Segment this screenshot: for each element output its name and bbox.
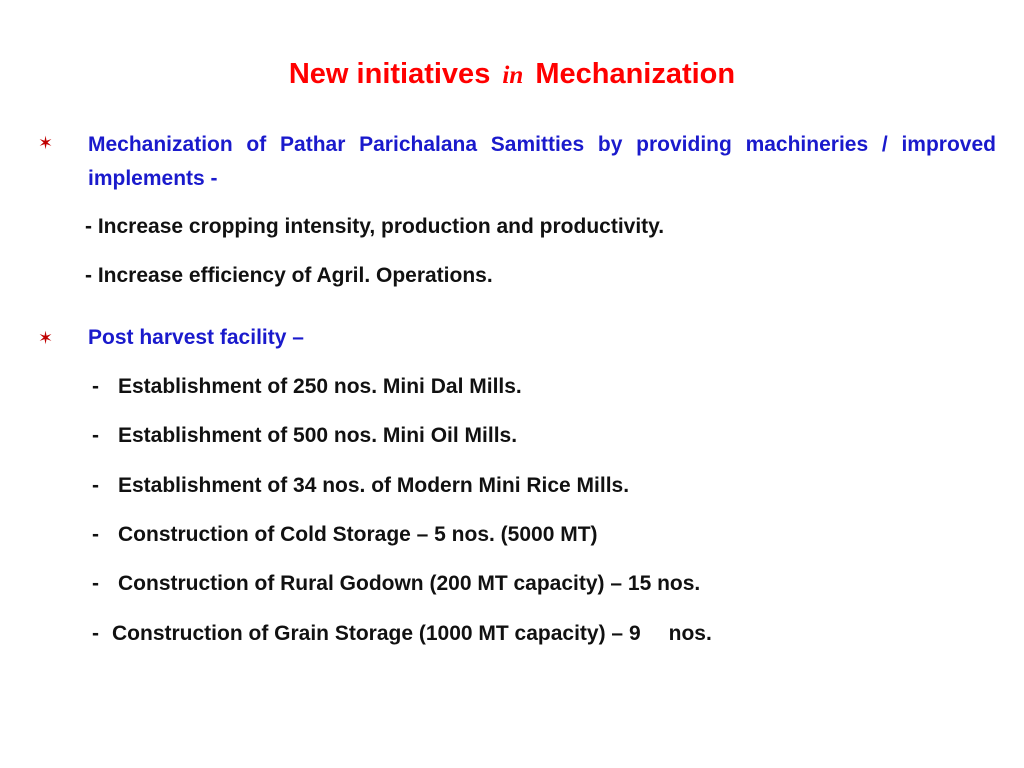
dash-marker: - xyxy=(92,474,99,497)
sub-item-rice-mills xyxy=(92,472,629,500)
title-part-2: Mechanization xyxy=(535,58,736,90)
title-part-1: New initiatives xyxy=(288,58,491,90)
dash-marker: - xyxy=(92,375,99,398)
sub-item-text: Establishment of 500 nos. Mini Oil Mills. xyxy=(118,424,518,447)
sub-item-rural-godown xyxy=(92,570,700,598)
sub-item-dal-mills xyxy=(92,373,522,401)
sub-item-text: Construction of Grain Storage (1000 MT capacity) – 9 xyxy=(112,622,641,645)
sub-item-text: Construction of Cold Storage – 5 nos. (5000 MT) xyxy=(118,523,598,546)
title-connector: in xyxy=(502,62,524,89)
sub-item-suffix: nos. xyxy=(668,622,712,645)
sub-item-text: Establishment of 34 nos. of Modern Mini Rice Mills. xyxy=(118,474,630,497)
dash-marker: - xyxy=(92,622,99,645)
six-pointed-star-icon: ✶ xyxy=(38,133,54,153)
sub-item-text: Construction of Rural Godown (200 MT capacity) – 15 nos. xyxy=(118,572,701,595)
dash-marker: - xyxy=(92,572,99,595)
sub-item-cold-storage xyxy=(92,521,598,549)
dash-marker: - xyxy=(92,523,99,546)
six-pointed-star-icon: ✶ xyxy=(38,328,54,348)
sub-item-text: Establishment of 250 nos. Mini Dal Mills. xyxy=(118,375,522,398)
bullet-post-harvest-heading: Post harvest facility – xyxy=(88,326,304,349)
bullet-mechanization-heading: Mechanization of Pathar Parichalana Samitties by providing machineries / improved implements - xyxy=(88,133,996,190)
sub-item-grain-storage xyxy=(92,620,712,648)
sub-item-agril-efficiency: - Increase efficiency of Agril. Operations. xyxy=(85,264,493,287)
sub-item-cropping-intensity: - Increase cropping intensity, production and productivity. xyxy=(85,215,665,238)
sub-item-oil-mills xyxy=(92,422,517,450)
dash-marker: - xyxy=(92,424,99,447)
slide-title xyxy=(0,52,1024,98)
